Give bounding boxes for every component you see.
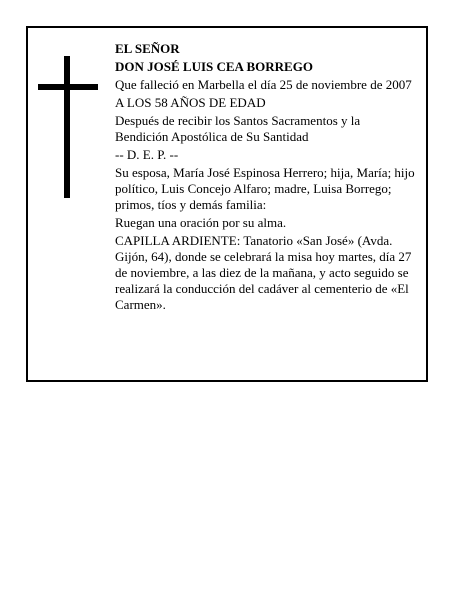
notice-title-line1: EL SEÑOR	[115, 41, 180, 56]
notice-text	[115, 41, 415, 315]
obituary-notice	[26, 26, 428, 382]
cross-vertical-bar	[64, 56, 70, 198]
notice-family: Su esposa, María José Espinosa Herrero; hija, María; hijo político, Luis Concejo Alfaro; madre, Luisa Borrego; primos, tíos y demás familia:	[115, 165, 415, 212]
notice-rip: -- D. E. P. --	[115, 147, 179, 162]
notice-prayer: Ruegan una oración por su alma.	[115, 215, 287, 230]
notice-title-line2: DON JOSÉ LUIS CEA BORREGO	[115, 59, 313, 74]
latin-cross-icon	[38, 56, 98, 198]
notice-sacraments: Después de recibir los Santos Sacramentos y la Bendición Apostólica de Su Santidad	[115, 113, 361, 144]
notice-age: A LOS 58 AÑOS DE EDAD	[115, 95, 266, 110]
notice-death-info: Que falleció en Marbella el día 25 de noviembre de 2007	[115, 77, 412, 92]
notice-chapel: CAPILLA ARDIENTE: Tanatorio «San José» (Avda. Gijón, 64), donde se celebrará la misa hoy martes, día 27 de noviembre, a las diez de la mañana, y acto seguido se realizará la conducción del cadáver al cementerio de «El Carmen».	[115, 233, 412, 312]
cross-horizontal-bar	[38, 84, 98, 90]
